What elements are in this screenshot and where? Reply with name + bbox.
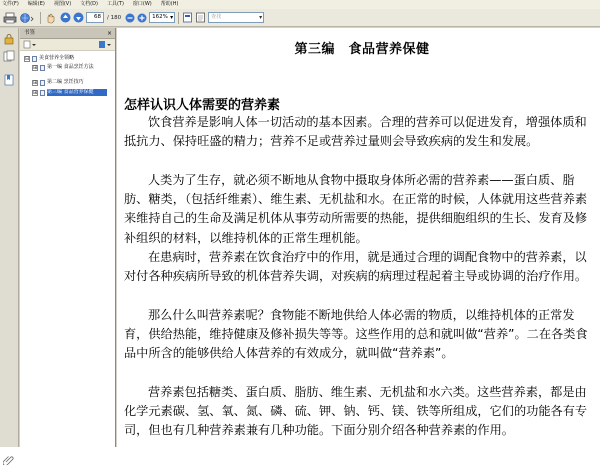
bookmarks-panel xyxy=(20,28,116,447)
menu-help[interactable]: 帮助(H) xyxy=(160,1,179,7)
paragraph: 人类为了生存，就必须不断地从食物中摄取身体所必需的营养素——蛋白质、脂肪、糖类，（包括纤维素）、维生素、无机盐和水。在正常的时候，人体就用这些营养素来维持自己的生命及满足机体从事劳动所需要的热能，提供细胞组织的生长、发育及修补组织的材料，以维持机体的正常生理机能。 xyxy=(124,173,588,245)
menu-tools[interactable]: 工具(T) xyxy=(106,1,124,7)
chapter-title: 第三编 食品营养保健 xyxy=(294,42,430,57)
bookmark-item[interactable]: ⊟ 美食营养全领略 xyxy=(25,55,75,62)
globe-envelope-icon xyxy=(19,12,35,24)
lock-icon xyxy=(3,33,15,45)
pages-icon xyxy=(3,50,15,62)
menu-edit[interactable]: 编辑(E) xyxy=(27,1,45,7)
toolbar xyxy=(0,9,600,27)
zoom-out-button[interactable] xyxy=(125,11,135,25)
page-number-input[interactable]: 68 xyxy=(86,12,104,23)
toolbar-separator xyxy=(178,12,179,24)
arrow-up-icon xyxy=(60,12,71,23)
minus-circle-icon xyxy=(125,13,135,23)
bookmarks-tab-icon xyxy=(3,74,15,86)
expand-icon[interactable]: ⊞ xyxy=(33,79,38,86)
fit-width-button[interactable] xyxy=(195,11,206,25)
menu-document[interactable]: 文档(D) xyxy=(80,1,98,7)
bookmark-options-icon[interactable] xyxy=(98,40,112,49)
bookmarks-header xyxy=(20,28,115,39)
navigation-rail xyxy=(0,28,19,447)
options-icon[interactable] xyxy=(23,40,37,49)
bookmark-icon xyxy=(40,65,45,71)
section-heading: 怎样认识人体需要的营养素 xyxy=(124,98,281,113)
hand-tool-icon xyxy=(44,12,58,24)
email-button[interactable] xyxy=(19,11,35,25)
attachment-icon xyxy=(3,453,15,465)
bookmark-item[interactable]: ⊞ 第一编 食品烹饪方法 xyxy=(33,64,94,71)
expand-icon[interactable]: ⊞ xyxy=(33,64,38,71)
prev-page-button[interactable] xyxy=(60,11,71,25)
fit-page-icon xyxy=(182,12,193,23)
paragraph: 那么什么叫营养素呢？食物能不断地供给人体必需的物质，以维持机体的正常发育，供给热能，维持健康及修补损失等等。这些作用的总和就叫做“营养”。二在各类食品中所含的能够供给人体营养的有效成分，就叫做“营养素”。 xyxy=(124,308,588,361)
fit-width-icon xyxy=(195,12,206,23)
menu-file[interactable]: 文件(F) xyxy=(2,1,19,7)
fit-page-button[interactable] xyxy=(182,11,193,25)
zoom-in-button[interactable] xyxy=(137,11,147,25)
menu-view[interactable]: 视图(V) xyxy=(53,1,72,7)
bookmarks-title: 书签 xyxy=(24,30,36,36)
menu-window[interactable]: 窗口(W) xyxy=(132,1,152,7)
collapse-icon[interactable]: ⊟ xyxy=(25,55,30,62)
zoom-select[interactable]: 162% ▾ xyxy=(149,12,175,23)
plus-circle-icon xyxy=(137,13,147,23)
document-page xyxy=(124,28,600,447)
paragraph: 在患病时，营养素在饮食治疗中的作用，就是通过合理的调配食物中的营养素，以对付各种疾病所导致的机体营养失调，对疾病的病理过程起着主导或协调的治疗作用。 xyxy=(124,250,588,284)
bookmark-item[interactable]: ⊞ 第二编 烹饪技巧 xyxy=(33,79,84,86)
bookmark-icon xyxy=(40,80,45,86)
next-page-button[interactable] xyxy=(73,11,84,25)
print-button[interactable] xyxy=(3,11,17,25)
previous-view-button[interactable] xyxy=(44,11,58,25)
close-panel-button[interactable]: × xyxy=(106,30,112,37)
bookmark-icon xyxy=(40,90,45,96)
find-input[interactable]: 查找 ▾ xyxy=(208,12,264,23)
print-icon xyxy=(3,12,17,24)
bookmark-icon xyxy=(32,56,37,62)
menu-bar xyxy=(0,0,600,9)
bookmarks-toolbar xyxy=(20,39,115,51)
paragraph: 营养素包括糖类、蛋白质、脂肪、维生素、无机盐和水六类。这些营养素，都是由化学元素碳、氢、氧、氮、磷、硫、钾、钠、钙、镁、铁等所组成，它们的功能各有专司，但也有几种营养素兼有几种功能。下面分别介绍各种营养素的作用。 xyxy=(124,385,588,438)
expand-icon[interactable]: ⊞ xyxy=(33,89,38,96)
paragraph: 饮食营养是影响人体一切活动的基本因素。合理的营养可以促进发育，增强体质和抵抗力、保持旺盛的精力；营养不足或营养过量则会导致疾病的发生和发展。 xyxy=(124,115,587,149)
toolbar-separator xyxy=(40,12,41,24)
arrow-down-icon xyxy=(73,12,84,23)
page-count: / 180 xyxy=(107,14,122,21)
bookmark-item-selected[interactable]: ⊞ 第三编 食品营养保健 xyxy=(32,89,107,96)
